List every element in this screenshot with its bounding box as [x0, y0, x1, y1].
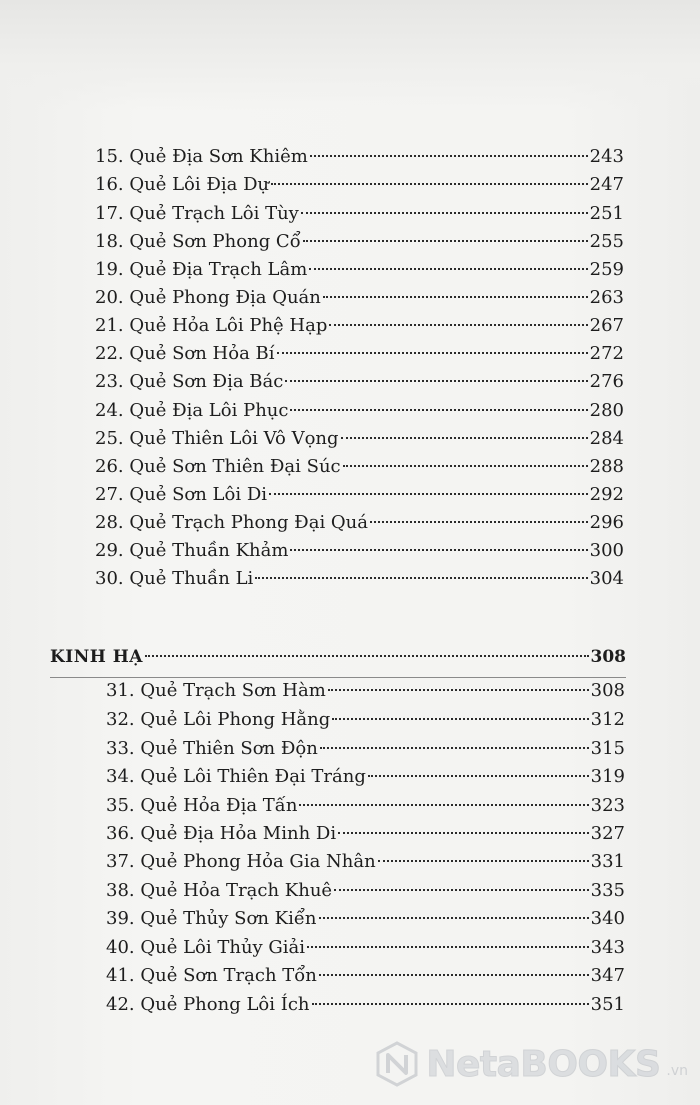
- toc-entry-title: 17. Quẻ Trạch Lôi Tùy: [95, 203, 299, 224]
- toc-entry-page: 296: [589, 512, 624, 533]
- toc-entry: [95, 144, 624, 170]
- toc-entry-title: 18. Quẻ Sơn Phong Cổ: [95, 231, 301, 252]
- toc-entry-title: 36. Quẻ Địa Hỏa Minh Di: [106, 823, 337, 844]
- toc-entry-title: 33. Quẻ Thiên Sơn Độn: [106, 738, 318, 759]
- toc-entry: [95, 341, 624, 367]
- toc-entry: [106, 793, 625, 819]
- toc-entry-title: 31. Quẻ Trạch Sơn Hàm: [106, 680, 326, 701]
- dot-leader: [269, 493, 588, 495]
- dot-leader: [271, 183, 588, 185]
- dot-leader: [378, 860, 589, 862]
- toc-entry: [106, 963, 625, 989]
- toc-entry-page: 323: [590, 795, 625, 816]
- toc-entry-title: 29. Quẻ Thuần Khảm: [95, 540, 289, 561]
- toc-entry-title: 30. Quẻ Thuần Li: [95, 568, 254, 589]
- toc-entry: [95, 313, 624, 339]
- dot-leader: [332, 718, 588, 720]
- toc-entry-page: 280: [589, 400, 624, 421]
- toc-entry: [95, 285, 624, 311]
- toc-entry: [95, 566, 624, 592]
- dot-leader: [319, 974, 589, 976]
- toc-entry: [106, 821, 625, 847]
- toc-entry-page: 343: [590, 937, 625, 958]
- toc-entry-title: 41. Quẻ Sơn Trạch Tổn: [106, 965, 317, 986]
- toc-entry-title: 32. Quẻ Lôi Phong Hằng: [106, 709, 331, 730]
- toc-entry-title: 20. Quẻ Phong Địa Quán: [95, 287, 321, 308]
- dot-leader: [307, 946, 589, 948]
- toc-entry-page: 308: [590, 680, 625, 701]
- dot-leader: [301, 212, 588, 214]
- toc-entry-page: 319: [590, 766, 625, 787]
- toc-entry: [95, 172, 624, 198]
- toc-entry-title: 42. Quẻ Phong Lôi Ích: [106, 994, 310, 1015]
- dot-leader: [299, 804, 588, 806]
- toc-section-heading: [50, 644, 626, 670]
- netabooks-watermark: [374, 1041, 688, 1087]
- toc-entry-title: 34. Quẻ Lôi Thiên Đại Tráng: [106, 766, 366, 787]
- toc-entry-page: 312: [590, 709, 625, 730]
- toc-entry-title: 39. Quẻ Thủy Sơn Kiển: [106, 908, 317, 929]
- dot-leader: [341, 437, 588, 439]
- toc-entry: [106, 935, 625, 961]
- toc-entry: [95, 482, 624, 508]
- toc-entry: [95, 426, 624, 452]
- toc-entry: [95, 369, 624, 395]
- toc-entry: [106, 707, 625, 733]
- toc-entry-page: 276: [589, 371, 624, 392]
- toc-entry-title: 35. Quẻ Hỏa Địa Tấn: [106, 795, 298, 816]
- toc-entry: [95, 510, 624, 536]
- section-page: 308: [590, 647, 626, 667]
- toc-entry-page: 315: [590, 738, 625, 759]
- dot-leader: [329, 324, 587, 326]
- dot-leader: [309, 268, 587, 270]
- toc-entry: [95, 454, 624, 480]
- toc-entry-page: 263: [589, 287, 624, 308]
- dot-leader: [285, 380, 587, 382]
- section-title: KINH HẠ: [50, 647, 143, 667]
- toc-entry-page: 300: [589, 540, 624, 561]
- toc-entry-title: 28. Quẻ Trạch Phong Đại Quá: [95, 512, 369, 533]
- toc-entry-page: 243: [589, 146, 624, 167]
- dot-leader: [323, 296, 588, 298]
- toc-entry-page: 351: [590, 994, 625, 1015]
- dot-leader: [255, 577, 587, 579]
- toc-entry-page: 267: [589, 315, 624, 336]
- dot-leader: [334, 889, 589, 891]
- toc-entry-page: 347: [590, 965, 625, 986]
- toc-entry-title: 16. Quẻ Lôi Địa Dự: [95, 174, 270, 195]
- toc-entry: [95, 229, 624, 255]
- toc-entry-page: 272: [589, 343, 624, 364]
- toc-entry: [106, 906, 625, 932]
- dot-leader: [320, 747, 589, 749]
- toc-entry: [95, 398, 624, 424]
- watermark-suffix: .vn: [666, 1063, 688, 1079]
- dot-leader: [343, 465, 588, 467]
- dot-leader: [328, 689, 589, 691]
- toc-entry-page: 284: [589, 428, 624, 449]
- netabooks-logo-icon: [374, 1041, 420, 1087]
- toc-entry: [95, 201, 624, 227]
- dot-leader: [338, 832, 589, 834]
- toc-entry-title: 26. Quẻ Sơn Thiên Đại Súc: [95, 456, 341, 477]
- toc-entry-title: 22. Quẻ Sơn Hỏa Bí: [95, 343, 275, 364]
- page-top-shadow: [0, 0, 700, 110]
- toc-entry-title: 21. Quẻ Hỏa Lôi Phệ Hạp: [95, 315, 328, 336]
- toc-entry-title: 15. Quẻ Địa Sơn Khiêm: [95, 146, 308, 167]
- toc-entry: [106, 764, 625, 790]
- dot-leader: [303, 240, 588, 242]
- dot-leader: [290, 549, 587, 551]
- dot-leader: [145, 655, 589, 657]
- toc-entry: [106, 878, 625, 904]
- toc-entry-title: 27. Quẻ Sơn Lôi Di: [95, 484, 268, 505]
- dot-leader: [319, 917, 589, 919]
- toc-entry-page: 340: [590, 908, 625, 929]
- dot-leader: [368, 775, 589, 777]
- watermark-brand: NetaBOOKS: [426, 1043, 661, 1085]
- dot-leader: [277, 352, 588, 354]
- dot-leader: [290, 409, 587, 411]
- toc-entry-title: 38. Quẻ Hỏa Trạch Khuê: [106, 880, 333, 901]
- toc-entry-page: 247: [589, 174, 624, 195]
- toc-entry-page: 331: [590, 851, 625, 872]
- toc-entry-title: 19. Quẻ Địa Trạch Lâm: [95, 259, 308, 280]
- toc-entry-page: 259: [589, 259, 624, 280]
- toc-entry-page: 292: [589, 484, 624, 505]
- toc-entry-title: 24. Quẻ Địa Lôi Phục: [95, 400, 289, 421]
- toc-entry-title: 37. Quẻ Phong Hỏa Gia Nhân: [106, 851, 376, 872]
- toc-entry: [95, 257, 624, 283]
- toc-entry-page: 255: [589, 231, 624, 252]
- toc-entry: [106, 849, 625, 875]
- toc-entry-title: 23. Quẻ Sơn Địa Bác: [95, 371, 284, 392]
- toc-entry-page: 288: [589, 456, 624, 477]
- toc-entry-page: 251: [589, 203, 624, 224]
- dot-leader: [370, 521, 588, 523]
- toc-entry: [95, 538, 624, 564]
- toc-entry: [106, 736, 625, 762]
- toc-entry-page: 335: [590, 880, 625, 901]
- toc-entry-title: 40. Quẻ Lôi Thủy Giải: [106, 937, 306, 958]
- toc-entry: [106, 992, 625, 1018]
- toc-entry: [106, 678, 625, 704]
- toc-entry-page: 327: [590, 823, 625, 844]
- toc-entry-title: 25. Quẻ Thiên Lôi Vô Vọng: [95, 428, 339, 449]
- dot-leader: [310, 155, 588, 157]
- toc-entry-page: 304: [589, 568, 624, 589]
- dot-leader: [312, 1003, 589, 1005]
